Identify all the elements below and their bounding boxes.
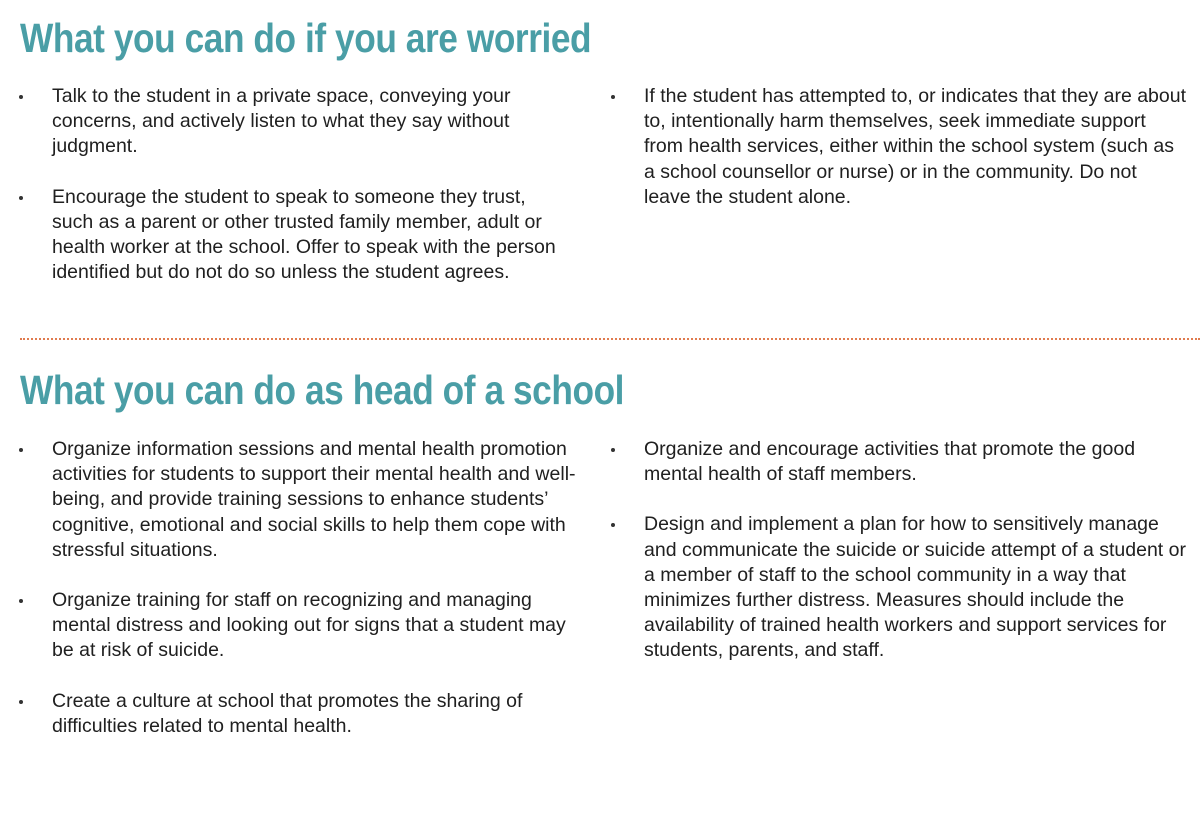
list-item: Organize training for staff on recognizing and managing mental distress and looking out for signs that a student may be at risk of suicide. (19, 588, 579, 664)
list-item: Organize and encourage activities that promote the good mental health of staff members. (611, 437, 1186, 487)
worried-list-left (19, 84, 564, 310)
list-item: Encourage the student to speak to someone they trust, such as a parent or other trusted family member, adult or health worker at the school. Offer to speak with the person identified but do not do so unless the student agrees. (19, 185, 564, 286)
section-heading-head-of-school: What you can do as head of a school (20, 367, 625, 413)
head-of-school-list-left (19, 437, 579, 764)
list-item: Talk to the student in a private space, conveying your concerns, and actively listen to what they say without judgment. (19, 84, 564, 160)
section-heading-worried: What you can do if you are worried (20, 15, 592, 61)
list-item: Design and implement a plan for how to sensitively manage and communicate the suicide or suicide attempt of a student or a member of staff to the school community in a way that minimizes further distress. Measures should include the availability of trained health workers and support services for students, parents, and staff. (611, 512, 1186, 663)
worried-list-right (611, 84, 1186, 235)
list-item: If the student has attempted to, or indicates that they are about to, intentionally harm themselves, seek immediate support from health services, either within the school system (such as a school counsellor or nurse) or in the community. Do not leave the student alone. (611, 84, 1186, 210)
list-item: Organize information sessions and mental health promotion activities for students to support their mental health and well-being, and provide training sessions to enhance students’ cognitive, emotional and social skills to help them cope with stressful situations. (19, 437, 579, 563)
head-of-school-list-right (611, 437, 1186, 689)
list-item: Create a culture at school that promotes the sharing of difficulties related to mental health. (19, 689, 579, 739)
section-divider (20, 338, 1200, 340)
